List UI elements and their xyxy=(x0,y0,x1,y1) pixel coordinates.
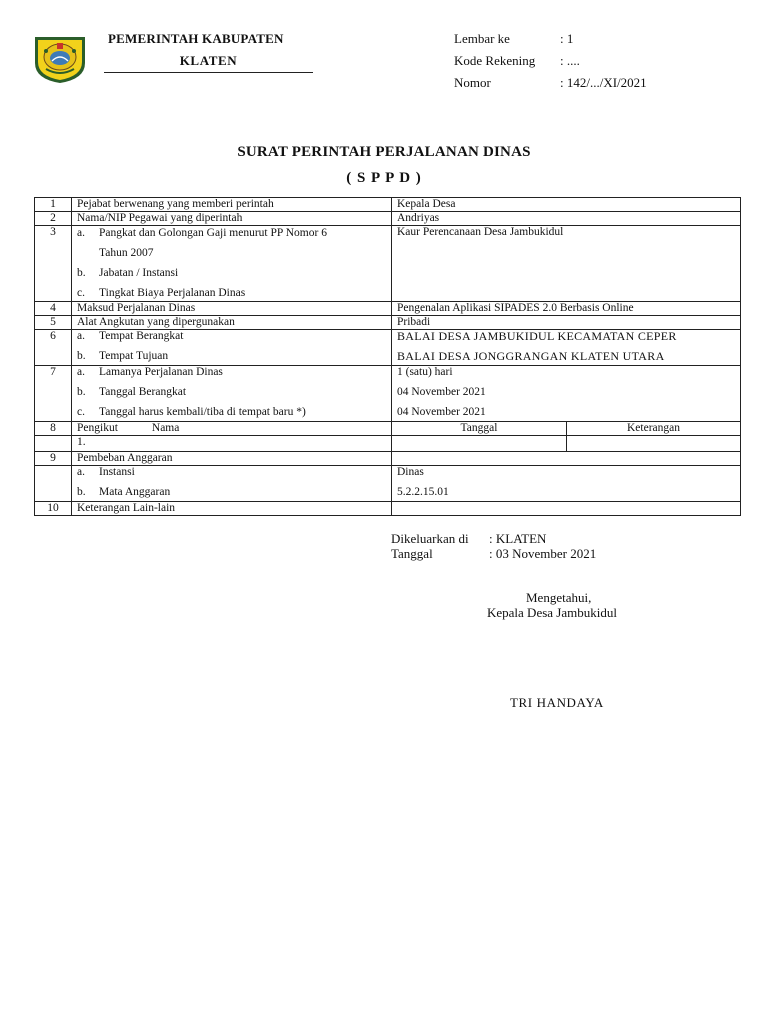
row-value: Kepala Desa xyxy=(392,198,741,212)
signer-name: TRI HANDAYA xyxy=(510,695,604,710)
return-date: 04 November 2021 xyxy=(397,406,486,418)
row-label: Keterangan Lain-lain xyxy=(72,502,392,516)
meta-value: : 142/.../XI/2021 xyxy=(560,75,647,90)
document-subtitle: ( S P P D ) xyxy=(346,170,422,186)
row-number: 6 xyxy=(35,330,72,366)
row-number: 8 xyxy=(35,422,72,436)
item-text: Tingkat Biaya Perjalanan Dinas xyxy=(99,287,246,299)
row-value: Kaur Perencanaan Desa Jambukidul xyxy=(392,226,741,302)
row-value xyxy=(392,330,741,366)
org-name-line1: PEMERINTAH KABUPATEN xyxy=(108,31,284,46)
note-header: Keterangan xyxy=(567,422,741,436)
table-row xyxy=(35,436,741,452)
item-letter: b. xyxy=(77,350,86,362)
item-letter: b. xyxy=(77,267,86,279)
table-row xyxy=(35,422,741,436)
agency-value: Dinas xyxy=(397,466,424,478)
meta-label: Kode Rekening xyxy=(454,53,536,68)
item-letter: b. xyxy=(77,386,86,398)
table-row xyxy=(35,212,741,226)
row-label xyxy=(72,422,392,436)
date-header: Tanggal xyxy=(392,422,567,436)
row-label: Pembeban Anggaran xyxy=(72,452,392,466)
row-number: 1 xyxy=(35,198,72,212)
item-text: Instansi xyxy=(99,466,135,478)
departure-place: BALAI DESA JAMBUKIDUL KECAMATAN CEPER xyxy=(397,329,677,343)
meta-value: : .... xyxy=(560,53,580,68)
issued-at-value: : KLATEN xyxy=(489,531,547,546)
item-text-cont: Tahun 2007 xyxy=(99,247,154,259)
issued-date-value: : 03 November 2021 xyxy=(489,546,597,561)
regency-emblem-logo xyxy=(32,33,88,85)
table-row xyxy=(35,316,741,330)
row-label: Nama/NIP Pegawai yang diperintah xyxy=(72,212,392,226)
row-number: 2 xyxy=(35,212,72,226)
table-row xyxy=(35,366,741,422)
row-number: 5 xyxy=(35,316,72,330)
row-number: 9 xyxy=(35,452,72,466)
name-header: Nama xyxy=(151,422,180,434)
row-label xyxy=(72,366,392,422)
row-label: Pejabat berwenang yang memberi perintah xyxy=(72,198,392,212)
item-text: Pangkat dan Golongan Gaji menurut PP Nomor 6 xyxy=(99,227,327,239)
item-text: Tanggal harus kembali/tiba di tempat baru *) xyxy=(99,406,306,418)
table-row xyxy=(35,466,741,502)
table-row xyxy=(35,198,741,212)
issued-at-label: Dikeluarkan di xyxy=(391,531,469,546)
table-row xyxy=(35,302,741,316)
item-text: Tempat Tujuan xyxy=(99,350,169,362)
row-number: 10 xyxy=(35,502,72,516)
item-letter: a. xyxy=(77,366,85,378)
meta-value: : 1 xyxy=(560,31,574,46)
item-text: Tempat Berangkat xyxy=(99,330,184,342)
row-value xyxy=(392,466,741,502)
row-number: 4 xyxy=(35,302,72,316)
table-row xyxy=(35,502,741,516)
table-row xyxy=(35,452,741,466)
meta-label: Lembar ke xyxy=(454,31,510,46)
row-label: Maksud Perjalanan Dinas xyxy=(72,302,392,316)
item-text: Lamanya Perjalanan Dinas xyxy=(99,366,223,378)
row-number: 3 xyxy=(35,226,72,302)
row-label xyxy=(72,466,392,502)
item-text: Jabatan / Instansi xyxy=(99,267,179,279)
row-value: Andriyas xyxy=(392,212,741,226)
issued-date-label: Tanggal xyxy=(391,546,433,561)
item-letter: c. xyxy=(77,287,85,299)
row-label xyxy=(72,330,392,366)
destination-place: BALAI DESA JONGGRANGAN KLATEN UTARA xyxy=(397,349,665,363)
item-letter: b. xyxy=(77,486,86,498)
item-letter: c. xyxy=(77,406,85,418)
signer-position: Kepala Desa Jambukidul xyxy=(487,605,617,620)
table-row xyxy=(35,226,741,302)
item-letter: a. xyxy=(77,466,85,478)
row-value: Pengenalan Aplikasi SIPADES 2.0 Berbasis Online xyxy=(392,302,741,316)
row-label: Alat Angkutan yang dipergunakan xyxy=(72,316,392,330)
departure-date: 04 November 2021 xyxy=(397,386,486,398)
item-letter: a. xyxy=(77,227,85,239)
budget-code-value: 5.2.2.15.01 xyxy=(397,486,449,498)
row-value xyxy=(392,366,741,422)
duration-value: 1 (satu) hari xyxy=(397,366,453,378)
follower-label: Pengikut xyxy=(77,422,118,434)
row-label xyxy=(72,226,392,302)
meta-label: Nomor xyxy=(454,75,491,90)
row-number: 7 xyxy=(35,366,72,422)
sppd-table xyxy=(34,197,741,516)
acknowledged-label: Mengetahui, xyxy=(526,590,592,605)
item-text: Mata Anggaran xyxy=(99,486,171,498)
table-row xyxy=(35,330,741,366)
org-name-line2: KLATEN xyxy=(104,53,313,73)
document-title: SURAT PERINTAH PERJALANAN DINAS xyxy=(237,144,531,160)
item-text: Tanggal Berangkat xyxy=(99,386,187,398)
row-value: Pribadi xyxy=(392,316,741,330)
follower-item: 1. xyxy=(72,436,392,452)
item-letter: a. xyxy=(77,330,85,342)
